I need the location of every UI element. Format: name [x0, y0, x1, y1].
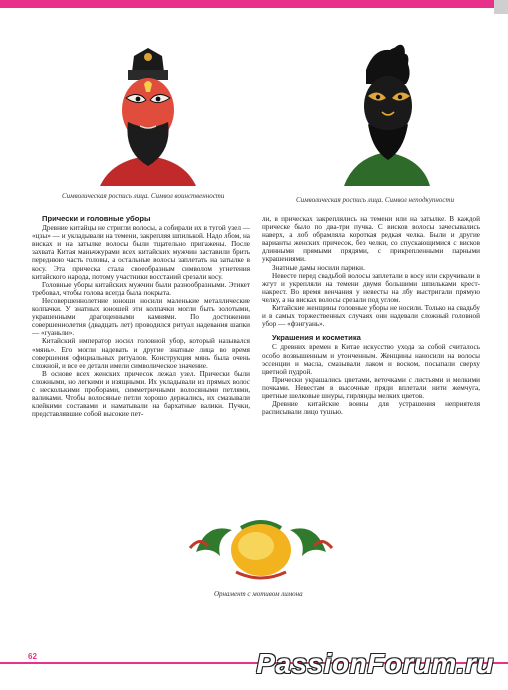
watermark: PassionForum.ru	[256, 648, 494, 679]
paragraph: Невесте перед свадьбой волосы заплетали в косу или скручивали в жгут и укрепляли на темени двумя большими шпильками крест-накрест. Во время венчания у невесты на лбу выстригали прямую челку, а на висках волосы срезали под углом.	[262, 271, 480, 304]
paragraph: С древних времен в Китае искусство ухода за собой считалось особо возвышенным и утонченным. Женщины наносили на волосы эссенции и масла, смазывали лаком и воском, посыпали сверху цветной пудрой.	[262, 343, 480, 376]
lemon-ornament-illustration	[186, 512, 336, 584]
text-column-left	[32, 215, 250, 418]
corner-tab	[494, 0, 508, 14]
paragraph: Знатные дамы носили парики.	[272, 263, 365, 272]
section-heading-hairstyles: Прически и головные уборы	[42, 214, 151, 223]
war-mask-illustration	[92, 48, 204, 188]
paragraph: Прически украшались цветами, веточками с листьями и мелкими почками. Невестам в высочные пряди вплетали нити жемчуга, цветные шелковые шнуры, гирлянды мелких цветов.	[262, 375, 480, 400]
paragraph: Древние китайцы не стригли волосы, а собирали их в тугой узел — «цзы» — и укладывали на темени, закрепляя шпилькой. Надо лбом, на висках и на затылке волосы были тщательно пригажены. После захвата Китая маньчжурами всех китайских мужчин заставили брить переднюю часть головы, а остальные волосы заплетать на затылке в косу. Эта прическа стала своеобразным символом угнетения китайского народа, потому участники восстаний срезали косу.	[32, 224, 250, 281]
text-column-right	[262, 215, 480, 416]
paragraph: В основе всех женских причесок лежал узел. Прически были сложными, но легкими и изящными. Их укладывали из прямых волос с несколькими проборами, симметричными волосяными петлями, валиками. Чтобы волосяные петли хорошо держались, их смазывали клейкими составами и наматывали на бархатные валики. Пучки, представлявшие собой высокие пет-	[32, 369, 250, 419]
page-number: 62	[28, 652, 37, 661]
ornament-caption: Орнамент с мотивом лимона	[214, 590, 303, 598]
incorruptibility-mask-illustration	[338, 44, 434, 188]
section-heading-jewelry: Украшения и косметика	[272, 333, 361, 343]
right-illustration-caption: Символическая роспись лица. Символ неподкупности	[296, 196, 455, 204]
left-illustration-caption: Символическая роспись лица. Символ воинственности	[62, 192, 225, 200]
paragraph: ли, в прическах закреплялись на темени или на затылке. В каждой прическе было по два-три пучка. С висков волосы зачесывались наверх, а лоб обрамляла короткая редкая челка. Были и другие варианты женских причесок, без челки, со спускающимися с висков длинными прямыми прядями, с прикрепленными парными украшениями.	[262, 215, 480, 264]
paragraph: Древние китайские воины для устрашения неприятеля расписывали лицо тушью.	[262, 400, 480, 417]
paragraph: Головные уборы китайских мужчин были разнообразными. Этикет требовал, чтобы голова всегда была покрыта.	[32, 280, 250, 297]
paragraph: Китайские женщины головные уборы не носили. Только на свадьбу и в самых торжественных случаях они надевали сложный головной убор — «фэнгуань».	[262, 304, 480, 329]
paragraph: Китайский император носил головной убор, который назывался «мянь». Его могли надевать и другие знатные лица во время совершения официальных ритуалов. Конструкция мянь была очень сложной, и все ее детали имели символическое значение.	[32, 337, 250, 370]
top-accent-bar	[0, 0, 508, 8]
paragraph: Несовершеннолетние юноши носили маленькие металлические колпачки. У знатных юношей эти колпачки могли быть золотыми, украшенными драгоценными камнями. По достижении совершеннолетия (двадцать лет) проводился ритуал надевания шапки — «гуаньли».	[32, 296, 250, 338]
